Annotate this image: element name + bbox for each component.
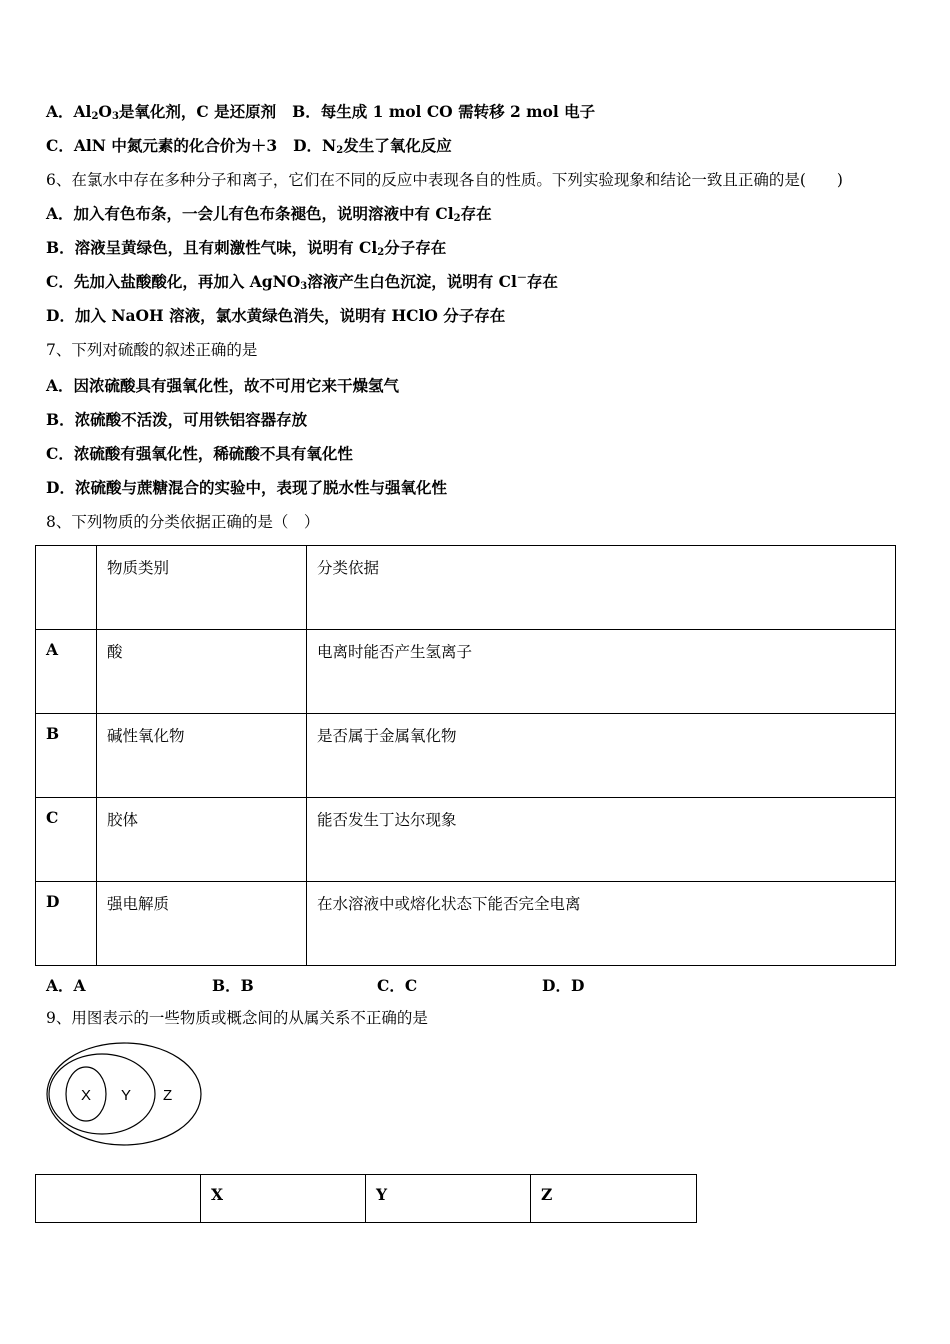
q5-options-row1 — [46, 102, 595, 122]
q7-option-a: A．因浓硫酸具有强氧化性，故不可用它来干燥氢气 — [46, 376, 400, 395]
table-cell: 强电解质 — [97, 882, 307, 966]
table-row — [36, 714, 896, 798]
table-cell: 胶体 — [97, 798, 307, 882]
table-cell: 物质类别 — [97, 546, 307, 630]
q6-option-a: A．加入有色布条，一会儿有色布条褪色，说明溶液中有 $Cl_2$存在 — [46, 204, 492, 224]
q5-options-row2 — [46, 136, 452, 156]
venn-diagram — [44, 1040, 206, 1150]
table-cell: 碱性氧化物 — [97, 714, 307, 798]
table-cell — [36, 546, 97, 630]
table-cell: C — [36, 798, 97, 882]
table-row — [36, 630, 896, 714]
q8-option-b: B．B — [212, 976, 254, 995]
table-header-row — [36, 546, 896, 630]
table-cell: Z — [531, 1175, 697, 1223]
q6-stem: 6、在氯水中存在多种分子和离子，它们在不同的反应中表现各自的性质。下列实验现象和结论一致且正确的是( ) — [46, 171, 843, 189]
q9-stem: 9、用图表示的一些物质或概念间的从属关系不正确的是 — [46, 1009, 428, 1027]
q7-option-d: D．浓硫酸与蔗糖混合的实验中，表现了脱水性与强氧化性 — [46, 478, 447, 497]
table-cell: 是否属于金属氧化物 — [307, 714, 896, 798]
table-cell: Y — [366, 1175, 531, 1223]
table-cell: B — [36, 714, 97, 798]
q7-stem: 7、下列对硫酸的叙述正确的是 — [46, 341, 258, 359]
q8-option-d: D．D — [542, 976, 585, 995]
q5-option-b: B．每生成 1 mol CO 需转移 2 mol 电子 — [292, 102, 596, 121]
venn-label-y: Y — [121, 1087, 132, 1104]
q7-option-c: C．浓硫酸有强氧化性，稀硫酸不具有氧化性 — [46, 444, 353, 463]
table-header-row — [36, 1175, 697, 1223]
q8-table — [35, 545, 896, 966]
q7-option-b: B．浓硫酸不活泼，可用铁铝容器存放 — [46, 410, 308, 429]
table-cell: X — [201, 1175, 366, 1223]
q8-stem: 8、下列物质的分类依据正确的是（ ） — [46, 513, 320, 531]
q6-option-b: B．溶液呈黄绿色，且有刺激性气味，说明有 $Cl_2$分子存在 — [46, 238, 447, 258]
q6-option-c: C．先加入盐酸酸化，再加入 AgNO$_3$溶液产生白色沉淀，说明有 Cl－存在 — [46, 272, 558, 292]
table-cell — [36, 1175, 201, 1223]
q6-option-d: D．加入 NaOH 溶液，氯水黄绿色消失，说明有 HClO 分子存在 — [46, 306, 506, 325]
table-cell: 酸 — [97, 630, 307, 714]
q8-option-a: A．A — [46, 976, 86, 995]
q5-option-c: C．AlN 中氮元素的化合价为＋3 — [46, 136, 278, 155]
table-row — [36, 882, 896, 966]
table-cell: A — [36, 630, 97, 714]
q8-option-c: C．C — [377, 976, 418, 995]
q5-option-a: A．$Al_2O_3$是氧化剂，C 是还原剂 — [46, 102, 277, 122]
table-cell: 在水溶液中或熔化状态下能否完全电离 — [307, 882, 896, 966]
venn-y-ellipse — [49, 1054, 155, 1134]
table-row — [36, 798, 896, 882]
table-cell: 分类依据 — [307, 546, 896, 630]
table-cell: D — [36, 882, 97, 966]
venn-label-z: Z — [163, 1087, 173, 1104]
table-cell: 能否发生丁达尔现象 — [307, 798, 896, 882]
q9-table — [35, 1174, 697, 1223]
table-cell: 电离时能否产生氢离子 — [307, 630, 896, 714]
venn-label-x: X — [81, 1087, 92, 1104]
q5-option-d: D．$N_2$发生了氧化反应 — [293, 136, 452, 156]
